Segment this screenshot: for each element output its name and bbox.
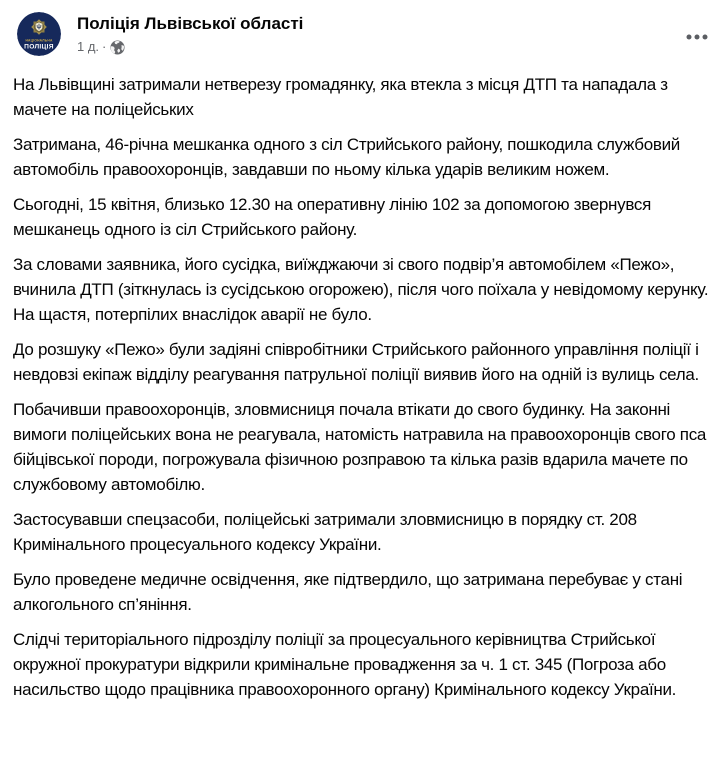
meta-separator: · — [102, 39, 107, 54]
svg-text:ПОЛІЦІЯ: ПОЛІЦІЯ — [24, 43, 54, 51]
page-name-link[interactable]: Поліція Львівської області — [77, 14, 304, 33]
post-meta — [77, 39, 303, 55]
post-paragraph: Затримана, 46-річна мешканка одного з сіл Стрийського району, пошкодила службовий автомобіль правоохоронців, завдавши по ньому кілька ударів великим ножем. — [13, 135, 685, 179]
svg-text:НАЦІОНАЛЬНА: НАЦІОНАЛЬНА — [25, 38, 53, 43]
post-paragraph: До розшуку «Пежо» були задіяні співробітники Стрийського районного управління поліції і невдовзі екіпаж відділу реагування патрульної поліції виявив його на одній із вулиць села. — [13, 340, 704, 384]
timestamp-link[interactable]: 1 д. — [77, 39, 100, 54]
post-paragraph: На Львівщині затримали нетверезу громадянку, яка втекла з місця ДТП та нападала з мачете на поліцейських — [13, 75, 673, 119]
header-info — [77, 12, 303, 55]
more-options-button[interactable] — [681, 21, 713, 53]
post-paragraph: Сьогодні, 15 квітня, близько 12.30 на оперативну лінію 102 за допомогою звернувся мешканець одного із сіл Стрийського району. — [13, 195, 656, 239]
post-paragraph: Слідчі територіального підрозділу поліції за процесуального керівництва Стрийської окружної прокуратури відкрили кримінальне провадження за ч. 1 ст. 345 (Погроза або насильство щодо працівника правоохоронного органу) Кримінального кодексу України. — [13, 630, 677, 699]
post-paragraph: Побачивши правоохоронців, зловмисниця почала втікати до свого будинку. На законні вимоги поліцейських вона не реагувала, натомість натравила на правоохоронців свого пса бійцівської породи, погрожувала фізичною розправою та кілька разів вдарила мачете по службовому автомобілю. — [13, 400, 711, 494]
post-paragraph: Було проведене медичне освідчення, яке підтвердило, що затримана перебуває у стані алкогольного сп’яніння. — [13, 570, 687, 614]
post-paragraph: За словами заявника, його сусідка, виїжджаючи зі свого подвір’я автомобілем «Пежо», вчинила ДТП (зіткнулась із сусідською огорожею), після чого поїхала у невідомому керунку. На щастя, потерпілих внаслідок аварії не було. — [13, 255, 713, 324]
page-avatar[interactable] — [17, 12, 61, 56]
globe-icon — [110, 40, 125, 55]
post-header — [0, 0, 727, 56]
ellipsis-icon — [686, 34, 708, 40]
post-text — [0, 56, 727, 702]
post-paragraph: Застосувавши спецзасоби, поліцейські затримали зловмисницю в порядку ст. 208 Кримінального процесуального кодексу України. — [13, 510, 642, 554]
police-logo-icon — [17, 12, 61, 56]
